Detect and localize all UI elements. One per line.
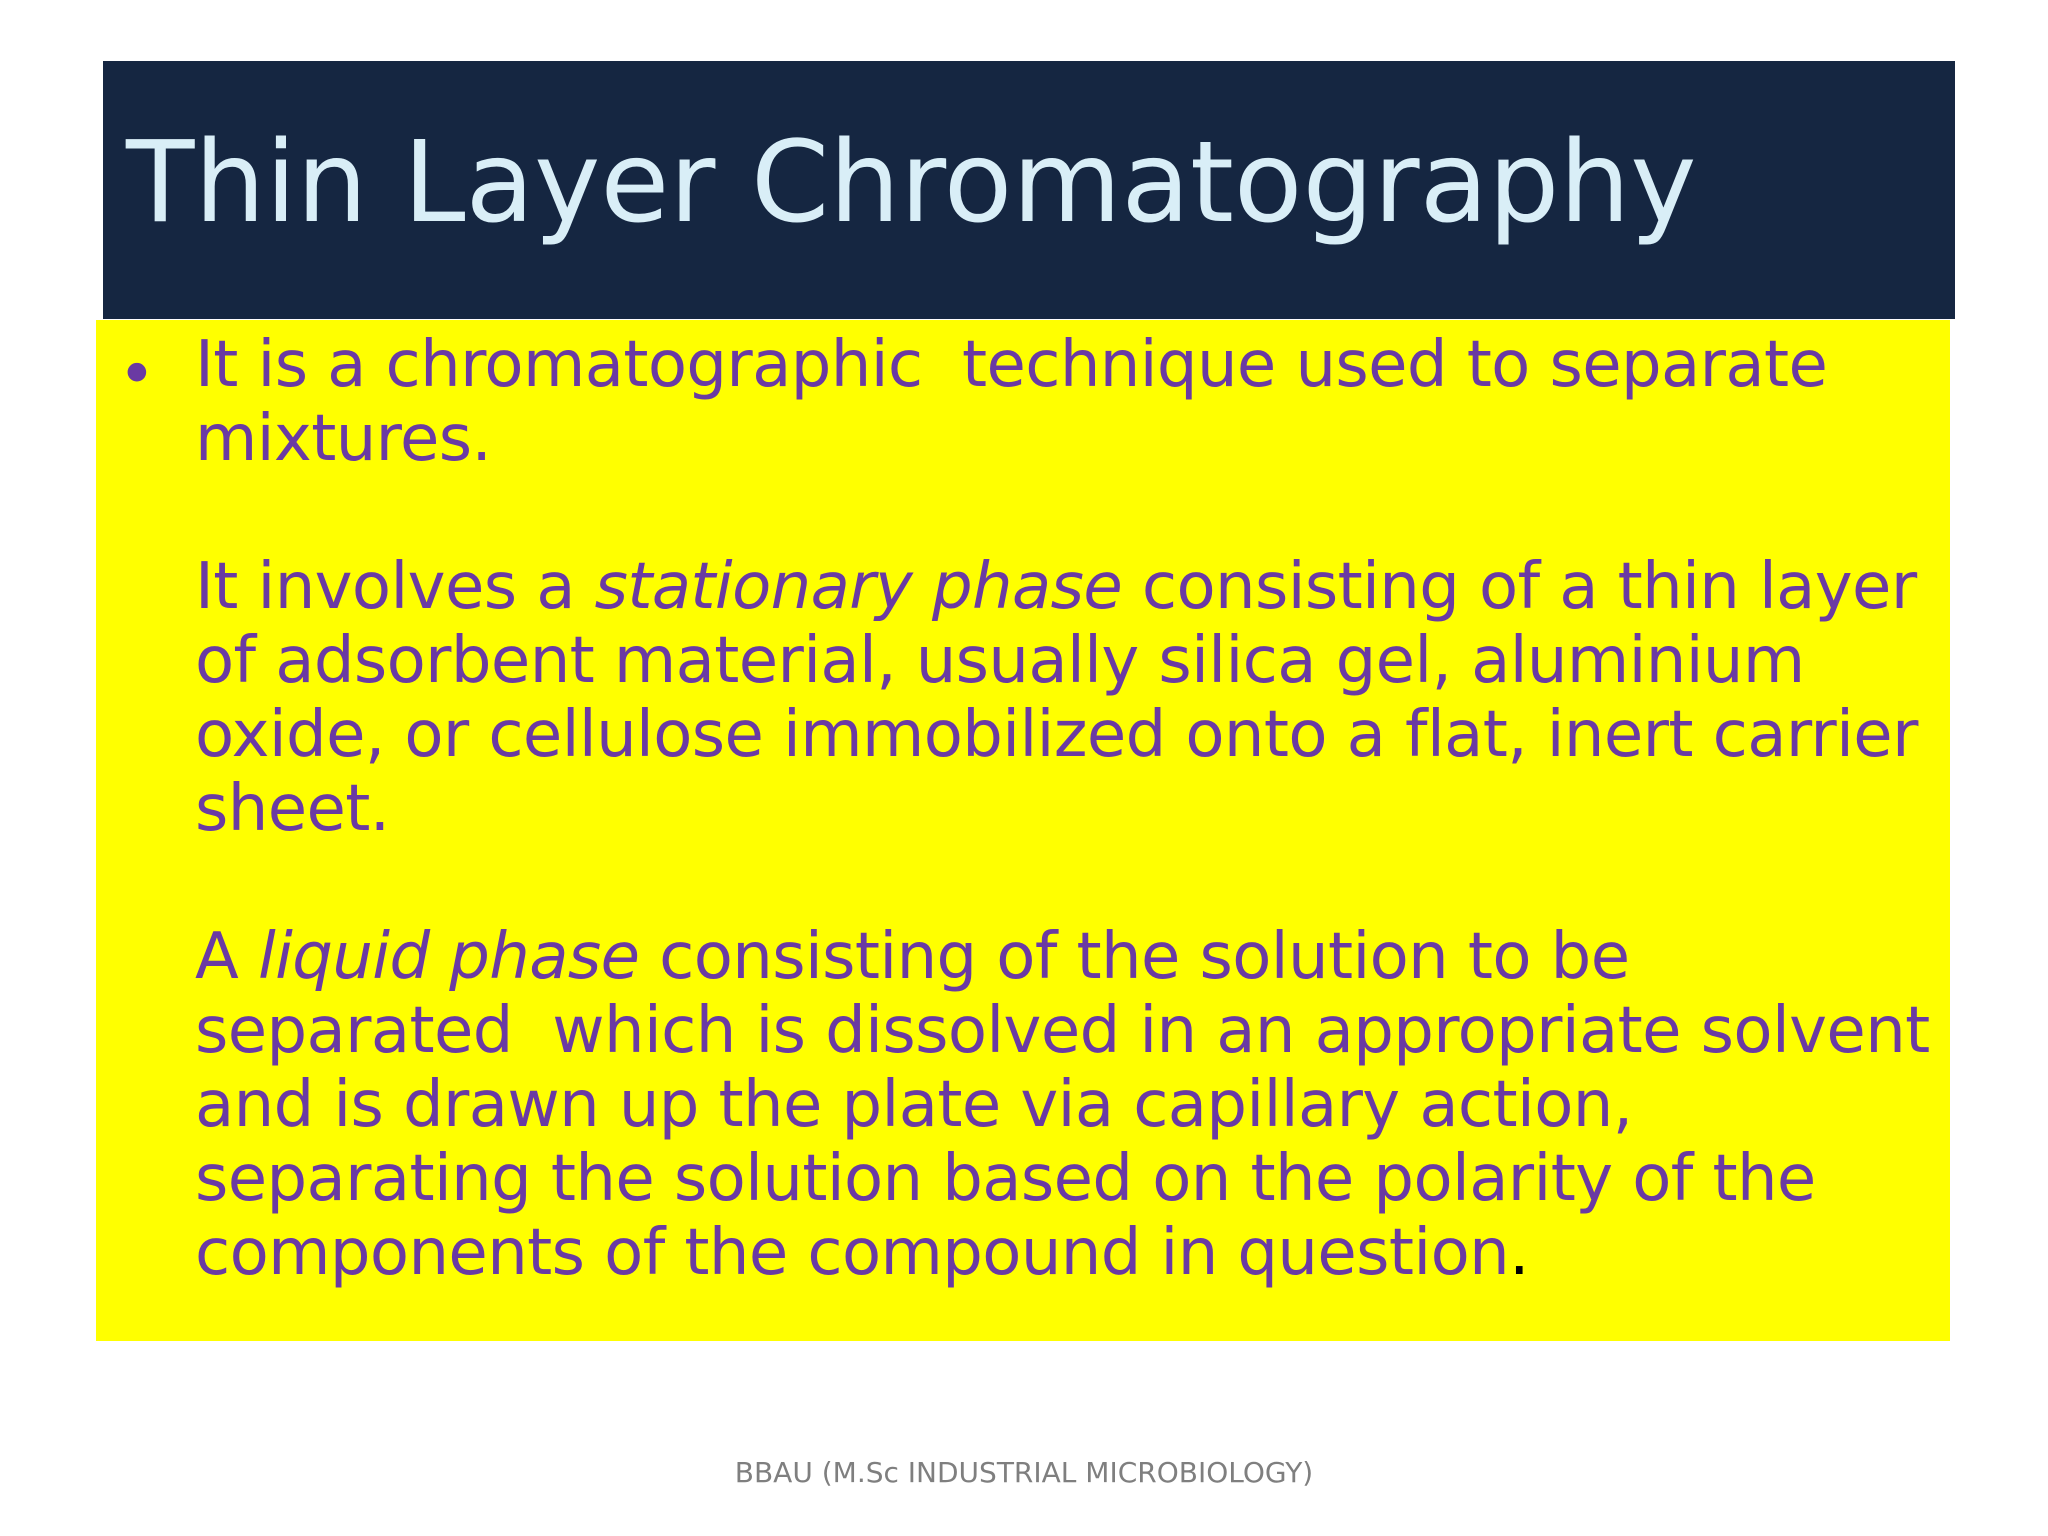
body-text <box>195 328 1935 1290</box>
text-segment: sheet. <box>195 772 390 846</box>
paragraph <box>195 550 1935 846</box>
italic-term: liquid phase <box>257 920 640 994</box>
text-segment: components of the compound in question <box>195 1216 1510 1290</box>
slide-footer: BBAU (M.Sc INDUSTRIAL MICROBIOLOGY) <box>734 1456 1314 1489</box>
paragraph <box>195 328 1935 476</box>
text-line <box>195 550 1935 624</box>
text-segment: mixtures. <box>195 402 492 476</box>
final-period: . <box>1509 1216 1529 1290</box>
text-segment: It is a chromatographic technique used to separate <box>195 328 1828 402</box>
title-bar <box>103 61 1955 319</box>
text-segment: A <box>195 920 258 994</box>
text-segment: and is drawn up the plate via capillary action, <box>195 1068 1633 1142</box>
text-segment: consisting of a thin layer <box>1122 550 1917 624</box>
content-box <box>96 320 1950 1341</box>
text-segment: It involves a <box>195 550 595 624</box>
text-line <box>195 624 1935 698</box>
text-line <box>195 772 1935 846</box>
slide-title: Thin Layer Chromatography <box>126 118 1697 248</box>
text-line <box>195 920 1935 994</box>
text-line <box>195 402 1935 476</box>
text-line <box>195 994 1935 1068</box>
text-line <box>195 698 1935 772</box>
bullet-marker: • <box>118 338 156 412</box>
text-segment: separating the solution based on the polarity of the <box>195 1142 1816 1216</box>
text-segment: consisting of the solution to be <box>639 920 1630 994</box>
italic-term: stationary phase <box>594 550 1123 624</box>
text-segment: oxide, or cellulose immobilized onto a flat, inert carrier <box>195 698 1918 772</box>
paragraph <box>195 920 1935 1290</box>
text-line <box>195 1142 1935 1216</box>
text-line <box>195 1216 1935 1290</box>
text-segment: separated which is dissolved in an appropriate solvent <box>195 994 1930 1068</box>
text-line <box>195 1068 1935 1142</box>
text-line <box>195 328 1935 402</box>
text-segment: of adsorbent material, usually silica gel, aluminium <box>195 624 1805 698</box>
